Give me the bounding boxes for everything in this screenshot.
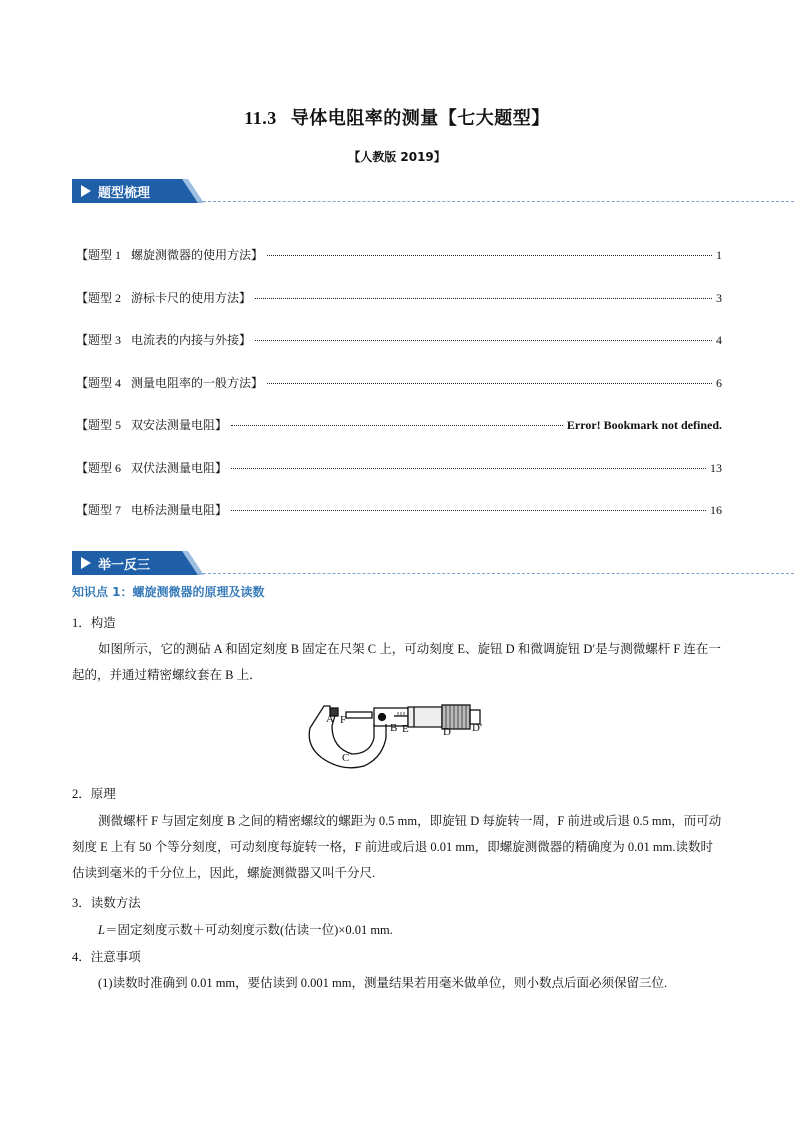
section-divider — [198, 201, 794, 202]
examples-banner-label: 举一反三 — [98, 558, 151, 573]
document-title — [0, 104, 794, 130]
knowledge-point-title: 知识点 1：螺旋测微器的原理及读数 — [72, 585, 265, 599]
dot-leader — [267, 383, 712, 384]
play-arrow-icon — [81, 557, 91, 569]
figure-label-f: F — [340, 714, 347, 726]
toc-page-number: 6 — [716, 376, 722, 390]
dot-leader — [231, 425, 563, 426]
section-number: 11.3 — [244, 108, 277, 128]
figure-label-d: D — [443, 726, 451, 738]
subheading-reading-method: 3．读数方法 — [72, 896, 141, 910]
toc-entry[interactable]: 【题型 1 螺旋测微器的使用方法】 1 — [76, 248, 722, 262]
toc-page-number: 3 — [716, 291, 722, 305]
micrometer-figure — [302, 698, 492, 776]
micrometer-drawing — [302, 698, 492, 776]
subheading-notes: 4．注意事项 — [72, 950, 141, 964]
toc-entry[interactable]: 【题型 2 游标卡尺的使用方法】 3 — [76, 291, 722, 305]
dot-leader — [255, 340, 712, 341]
figure-label-e: E — [402, 723, 409, 735]
section-divider — [198, 573, 794, 574]
figure-label-d-prime: D′ — [472, 722, 483, 734]
dot-leader — [231, 510, 706, 511]
subheading-principle: 2．原理 — [72, 787, 116, 801]
toc-page-number: 4 — [716, 333, 722, 347]
toc-page-number: 13 — [710, 461, 722, 475]
paragraph-principle: 测微螺杆 F 与固定刻度 B 之间的精密螺纹的螺距为 0.5 mm，即旋钮 D 每旋转一周，F 前进或后退 0.5 mm，而可动刻度 E 上有 50 个等分刻度，可动刻度每旋转一格，F 前进或后退 0.01 mm，即螺旋测微器的精确度为 0.01 mm.读数时估读到毫米的千分位上，因此，螺旋测微器又叫千分尺. — [72, 814, 722, 880]
title-text: 导体电阻率的测量【七大题型】 — [290, 108, 550, 129]
dot-leader — [231, 468, 706, 469]
figure-label-b: B — [390, 722, 398, 734]
toc-entry[interactable]: 【题型 4 测量电阻率的一般方法】 6 — [76, 376, 722, 390]
paragraph-notes: (1)读数时准确到 0.01 mm，要估读到 0.001 mm，测量结果若用毫米做单位，则小数点后面必须保留三位. — [98, 976, 668, 990]
dot-leader — [267, 255, 712, 256]
toc-entry[interactable]: 【题型 7 电桥法测量电阻】 16 — [76, 503, 722, 517]
toc-page-number: Error! Bookmark not defined. — [566, 418, 722, 432]
toc-page-number: 16 — [710, 503, 722, 517]
toc-entry[interactable]: 【题型 6 双伏法测量电阻】 13 — [76, 461, 722, 475]
toc-page-number: 1 — [716, 248, 722, 262]
subheading-structure: 1．构造 — [72, 616, 116, 630]
paragraph-structure: 如图所示，它的测砧 A 和固定刻度 B 固定在尺架 C 上，可动刻度 E、旋钮 D 和微调旋钮 D′是与测微螺杆 F 连在一起的，并通过精密螺纹套在 B 上． — [72, 642, 721, 682]
toc-entry[interactable]: 【题型 5 双安法测量电阻】 Error! Bookmark not defined. — [76, 418, 722, 432]
edition-label: 【人教版 2019】 — [348, 150, 446, 164]
toc-banner-label: 题型梳理 — [98, 186, 151, 201]
figure-label-a: A — [326, 713, 334, 725]
reading-formula: L＝固定刻度示数＋可动刻度示数(估读一位)×0.01 mm. — [98, 923, 393, 937]
play-arrow-icon — [81, 185, 91, 197]
figure-label-c: C — [342, 752, 350, 764]
dot-leader — [255, 298, 712, 299]
toc-entry[interactable]: 【题型 3 电流表的内接与外接】 4 — [76, 333, 722, 347]
